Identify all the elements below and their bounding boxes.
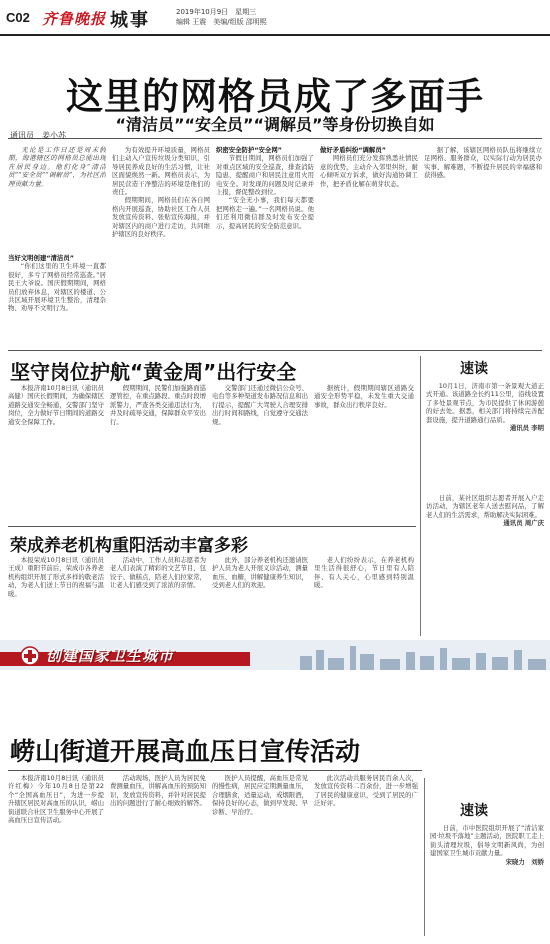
article3-col1: 本报荣成10月8日讯（通讯员 王成）重阳节前后，荣成市各养老机构组织开展了形式多样的敬老活动，为老人们送上节日的祝福与温暖。	[8, 556, 104, 598]
brief1-body: 10月1日，济南市第一条景观大道正式开通。该道路全长约11公里，沿线设置了多处景观节点，为市民提供了休闲游憩的好去处。据悉，相关部门将持续完善配套设施，提升道路通行品质。 通讯员 李明	[426, 382, 544, 433]
article2-col1: 本报济南10月8日讯（通讯员 高健）国庆长假期间，为确保辖区道路交通安全畅通，交警部门坚守岗位，全力做好节日期间的道路交通安全保障工作。	[8, 384, 104, 426]
article1-subhead1: 当好文明创建“清洁员”	[8, 254, 74, 262]
article4-col2: 活动现场，医护人员为居民免费测量血压，讲解高血压的预防知识，发放宣传资料，并针对居民提出的问题进行了耐心细致的解答。	[110, 774, 206, 808]
article3-col2: 活动中，工作人员和志愿者为老人们表演了精彩的文艺节目，包饺子、做糕点，陪老人们拉家常，让老人们感受到了浓浓的亲情。	[110, 556, 206, 590]
article4-title: 崂山街道开展高血压日宣传活动	[10, 737, 361, 766]
article1-bottom-rule	[8, 350, 542, 351]
article2-title: 坚守岗位护航“黄金周”出行安全	[10, 360, 297, 384]
article3-title: 荣成养老机构重阳活动丰富多彩	[10, 536, 248, 556]
newspaper-logo: 齐鲁晚报	[42, 10, 107, 28]
article4-top-rule	[8, 770, 422, 771]
article1-lead: 无论是工作日还是周末假期，海港辖区的网格员总能出现在居民身边。他们化身“清洁员”“安全员”“调解员”，为社区治理贡献力量。	[8, 146, 106, 188]
section-title: 城事	[110, 10, 150, 31]
masthead-meta	[176, 7, 267, 27]
brief2-body: 日前，市中医院组织开展了“清洁家园·垃圾不落地”主题活动，医院职工走上街头清理垃圾，倡导文明新风尚，为创建国家卫生城市贡献力量。 宋晓力 刘娇	[430, 824, 544, 866]
brief1-title: 速读	[460, 361, 488, 377]
brief2-title: 速读	[460, 803, 488, 819]
brief1-credit1: 通讯员 李明	[509, 424, 544, 433]
article3-top-rule	[8, 526, 416, 527]
article1-col1: 当好文明创建“清洁员” “你们这里的卫生环境一直都很好，多亏了网格员经常巡查。”居民王大爷说。国庆假期期间，网格员们放弃休息，对辖区的楼道、公共区域开展环境卫生整治，清理杂物、劝导不文明行为。	[8, 254, 106, 313]
article2-col4: 据统计，假期期间辖区道路交通安全形势平稳，未发生重大交通事故，群众出行秩序良好。	[314, 384, 414, 409]
masthead	[0, 0, 550, 40]
red-cross-icon	[20, 646, 40, 666]
article2-col3: 交警部门还通过微信公众号、电台等多种渠道发布路况信息和出行提示，提醒广大驾驶人合理安排出行时间和路线，自觉遵守交通法规。	[212, 384, 308, 426]
article4-col3: 医护人员提醒，高血压是常见的慢性病，居民应定期测量血压，合理膳食，适量运动，戒烟限酒，保持良好的心态，做到早发现、早诊断、早治疗。	[212, 774, 308, 816]
banner-text: 创建国家卫生城市	[46, 647, 175, 665]
brief2-divider	[424, 778, 425, 936]
article1-byline: 通讯员 姜小苏	[10, 131, 66, 140]
city-skyline-icon	[290, 644, 550, 670]
masthead-rule	[0, 34, 550, 36]
article3-col3: 此外，部分养老机构还邀请医护人员为老人开展义诊活动，测量血压、血糖，讲解健康养生知识，受到老人们的欢迎。	[212, 556, 308, 590]
article1-subtitle: “清洁员”“安全员”“调解员”等身份切换自如	[115, 115, 435, 134]
brief1-body2: 日前，某社区组织志愿者开展入户走访活动，为辖区老年人送去慰问品，了解老人们的生活需求，帮助解决实际困难。 通讯员 周广庆	[426, 494, 544, 528]
article2-col2: 假期期间，民警们加强路面巡逻管控，在重点路段、重点时段增派警力，严查各类交通违法行为，并及时疏导交通，保障群众平安出行。	[110, 384, 206, 426]
article1-subhead3: 做好矛盾纠纷“调解员”	[320, 146, 386, 154]
article1-col2: 为有效提升环境质量，网格员们主动入户宣传垃圾分类知识，引导居民养成良好的生活习惯，让社区面貌焕然一新。网格员表示，为居民营造干净整洁的环境是他们的责任。 假期期间，网格员们在各自网格内开展巡查，协助社区工作人员发放宣传资料、张贴宣传海报，并对辖区内的商户进行走访，共同维护辖区的良好秩序。	[112, 146, 210, 239]
article1-title: 这里的网格员成了多面手	[66, 75, 484, 118]
brief1-credit2: 通讯员 周广庆	[503, 519, 544, 528]
article4-col1: 本报济南10月8日讯（通讯员 许红梅）今年10月8日是第22个“全国高血压日”，为进一步提升辖区居民对高血压的认识，崂山街道联合社区卫生服务中心开展了高血压日宣传活动。	[8, 774, 104, 825]
article4-col4: 此次活动共服务居民百余人次，发放宣传资料二百余份，进一步增强了居民的健康意识，受到了居民的广泛好评。	[314, 774, 418, 808]
article1-col4: 做好矛盾纠纷“调解员” 网格员们充分发挥熟悉社情民意的优势，主动介入邻里纠纷，耐心倾听双方诉求，做好沟通协调工作，把矛盾化解在萌芽状态。	[320, 146, 418, 188]
article1-col3: 织密安全防护“安全网” 节假日期间，网格员们加强了对重点区域的安全巡查，排查消防隐患，提醒商户和居民注意用火用电安全。对发现的问题及时记录并上报，督促整改到位。 “安全无小事，我们每天都要把网格走一遍。”一名网格员说。他们还利用微信群及时发布安全提示，提高居民的安全防范意识。	[216, 146, 314, 230]
article3-col4: 老人们纷纷表示，在养老机构里生活得很舒心，节日里有人陪伴、有人关心，心里感到特别温暖。	[314, 556, 414, 590]
editors-line: 编辑 王震 美编/组版 邵明熙	[176, 18, 267, 26]
sanitary-city-banner	[0, 640, 550, 670]
article1-top-rule	[8, 138, 542, 139]
page-number: C02	[6, 10, 30, 25]
brief-divider	[420, 356, 421, 636]
article1-col5: 据了解，该辖区网格员队伍将继续立足网格、服务群众，以实际行动为居民办实事、解难题，不断提升居民的幸福感和获得感。	[424, 146, 542, 180]
article1-subhead2: 织密安全防护“安全网”	[216, 146, 282, 154]
issue-date: 2019年10月9日 星期三	[176, 8, 257, 16]
brief2-credit: 宋晓力 刘娇	[505, 857, 544, 866]
